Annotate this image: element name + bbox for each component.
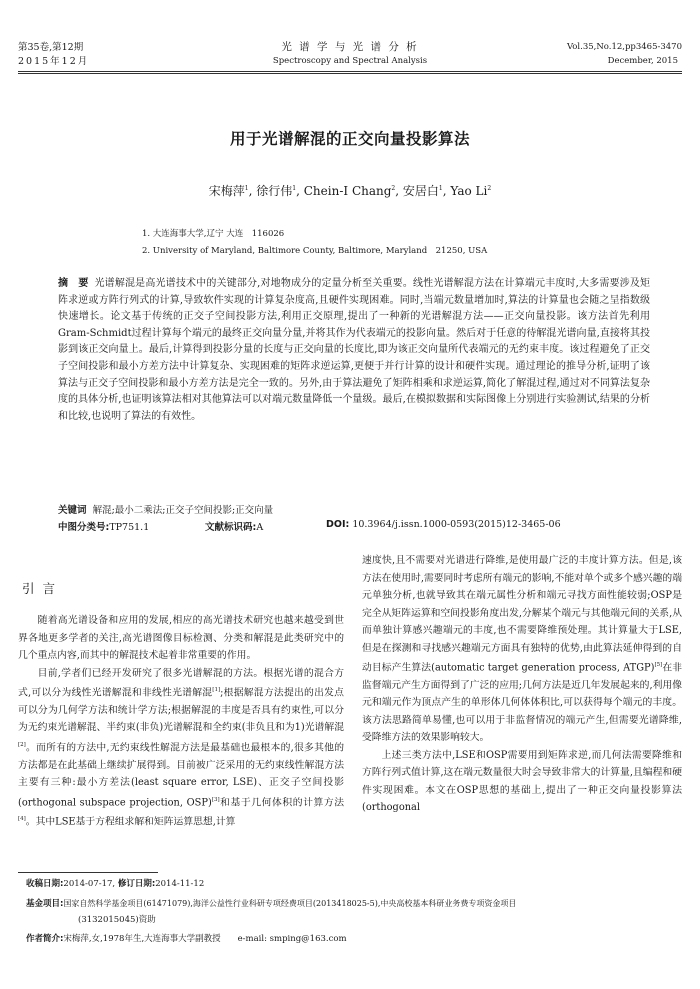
journal-title-cn: 光 谱 学 与 光 谱 分 析 xyxy=(281,41,419,53)
classification-line xyxy=(58,519,149,533)
paragraph-text: ;根据解混方法提出的出发点可以分为几何学方法和统计学方法;根据解混的丰度是否具有约束性,可以分为无约束光谱解混、半约束(非负)光谱解混和全约束(非负且和为1)光谱解混 xyxy=(18,687,344,734)
header-date-cn: 2015年12月 xyxy=(18,56,90,67)
citation: [1] xyxy=(212,687,221,693)
affiliation-mark: 1 xyxy=(438,185,443,192)
paragraph-text: 和基于几何体积的计算方法 xyxy=(219,796,344,808)
revised-label: 修订日期: xyxy=(117,879,156,889)
keywords xyxy=(58,502,273,516)
doi-line xyxy=(326,519,561,530)
paragraph: 随着高光谱设备和应用的发展,相应的高光谱技术研究也越来越受到世界各地更多学者的关注,高光谱图像目标检测、分类和解混是此类研究中的几个重点内容,而其中的解混技术起着非常重要的作用。 xyxy=(18,615,344,661)
abstract-text: 光谱解混是高光谱技术中的关键部分,对地物成分的定量分析至关重要。线性光谱解混方法在计算端元丰度时,大多需要涉及矩阵求逆或方阵行列式的计算,导致软件实现的计算复杂度高,且硬件实现困难。同时,当端元数量增加时,算法的计算量也会随之呈指数级快速增长。论文基于传统的正交子空间投影方法,利用正交原理,提出了一种新的光谱解混方法——正交向量投影。该方法首先利用Gram-Schmidt过程计算每个端元的最终正交向量分量,并将其作为代表端元的投影向量。然后对于任意的待解混光谱向量,直接将其投影到该正交向量上。最后,计算得到投影分量的长度与正交向量的长度比,即为该正交向量所代表端元的无约束丰度。该过程避免了正交子空间投影和最小方差方法中计算复杂、实现困难的矩阵求逆运算,更便于并行计算的设计和硬件实现。通过理论的推导分析,证明了该算法与正交子空间投影和最小方差方法是完全一致的。另外,由于算法避免了矩阵相乘和求逆运算,简化了解混过程,通过对不同算法复杂度的具体分析,也证明该算法相对其他算法可以对端元数量降低一个量级。最后,在模拟数据和实际图像上分别进行实验测试,结果的分析和比较,也说明了算法的有效性。 xyxy=(58,278,650,422)
header-date-en: December, 2015 xyxy=(607,56,678,66)
author-name: Chein-I Chang xyxy=(303,184,392,198)
header-volume-cn: 第35卷,第12期 xyxy=(18,42,84,53)
right-column xyxy=(362,552,682,817)
author-name: Yao Li xyxy=(450,184,488,198)
keywords-text: 解混;最小二乘法;正交子空间投影;正交向量 xyxy=(92,505,274,516)
fund-text: 国家自然科学基金项目(61471079),海洋公益性行业科研专项经费项目(2013418025-5),中央高校基本科研业务费专项资金项目 xyxy=(63,899,517,908)
section-heading: 引言 xyxy=(22,581,64,596)
paragraph-text: 速度快,且不需要对光谱进行降维,是使用最广泛的丰度计算方法。但是,该方法在使用时,需要同时考虑所有端元的影响,不能对单个或多个感兴趣的端元单独分析,也就导致其在端元属性分析和端元寻找方面性能较弱;OSP是完全从矩阵运算和空间投影角度出发,分解某个端元与其他端元间的关系,从而单独计算感兴趣端元的丰度,也不需要降维预处理。其计算量大于LSE,但是在探测和寻找感兴趣端元方面具有独特的优势,由此算法延伸得到的自动目标产生算法(automatic target generation process, ATGP) xyxy=(362,555,682,674)
citation: [3] xyxy=(211,796,220,803)
bio-label: 作者简介: xyxy=(26,934,64,944)
affiliation-2: 2. University of Maryland, Baltimore County, Baltimore, Maryland 21250, USA xyxy=(142,246,488,256)
author-name: 徐行伟 xyxy=(256,184,293,198)
clc-value: TP751.1 xyxy=(109,522,150,533)
affiliation-mark: 2 xyxy=(391,185,396,192)
affiliation-mark: 1 xyxy=(292,185,297,192)
bio-text: 宋梅萍,女,1978年生,大连海事大学副教授 e-mail: smping@163.com xyxy=(63,934,347,944)
affiliation-1: 1. 大连海事大学,辽宁 大连 116026 xyxy=(142,229,285,239)
revised-date: 2014-11-12 xyxy=(155,879,205,889)
paragraph-text: 目前,学者们已经开发研究了很多光谱解混的方法。根据光谱的混合方式,可以分为线性光谱解混和非线性光谱解混 xyxy=(18,667,344,699)
doc-label: 文献标识码: xyxy=(205,522,257,533)
paragraph-text: 。而所有的方法中,无约束线性解混方法是最基础也最根本的,很多其他的方法都是在此基础上继续扩展得到。目前被广泛采用的无约束线性解混方法主要有三种:最小方差法(least square error, LSE)、正交子空间投影(orthogonal subspace projection, OSP) xyxy=(18,742,344,808)
abstract xyxy=(58,276,650,425)
received-dates: 收稿日期:2014-07-17, 修订日期:2014-11-12 xyxy=(26,879,205,889)
left-column xyxy=(18,612,344,831)
author-bio xyxy=(26,932,347,947)
citation: [4] xyxy=(18,816,26,823)
header-volume-en: Vol.35,No.12,pp3465-3470 xyxy=(566,42,682,52)
paragraph: 上述三类方法中,LSE和OSP需要用到矩阵求逆,而几何法需要降维和方阵行列式值计算,这在端元数量很大时会导致非常大的计算量,且编程和硬件实现困难。本文在OSP思想的基础上,提出了一种正交向量投影算法(orthogonal xyxy=(362,749,682,814)
paper-title: 用于光谱解混的正交向量投影算法 xyxy=(229,130,470,148)
affiliation-mark: 2 xyxy=(487,185,492,192)
clc-label: 中图分类号: xyxy=(58,522,110,533)
received-label: 收稿日期: xyxy=(26,879,64,889)
footnote-rule xyxy=(18,872,158,873)
author-list: 宋梅萍$^1$, 徐行伟$^1$, Chein-I Chang$^2$, 安居白$^1$, Yao Li$^2$ xyxy=(208,184,492,198)
header-rule xyxy=(18,71,682,72)
paragraph-text: 。其中LSE基于方程组求解和矩阵运算思想,计算 xyxy=(25,816,236,828)
header-rule-thin xyxy=(18,73,682,74)
paragraph xyxy=(362,552,682,747)
abstract-label: 摘 要 xyxy=(58,278,89,289)
doi-value: 10.3964/j.issn.1000-0593(2015)12-3465-06 xyxy=(352,519,561,530)
author-name: 安居白 xyxy=(402,184,439,198)
citation: [2] xyxy=(18,741,26,748)
doc-value: A xyxy=(256,522,264,533)
paragraph xyxy=(18,665,344,832)
paragraph-text: 在非监督端元产生方面得到了广泛的应用;几何方法是近几年发展起来的,利用像元和端元作为顶点产生的单形体几何体体积比,可以获得每个端元的丰度。该方法思路简单易懂,也可以用于非监督情况的端元产生,但需要光谱降维,受降维方法的效果影响较大。 xyxy=(362,662,682,744)
funding-cont: (3132015045)资助 xyxy=(78,915,156,925)
citation: [5] xyxy=(654,662,663,668)
doc-code xyxy=(205,519,263,533)
affiliation-mark: 1 xyxy=(244,185,249,192)
funding xyxy=(26,896,516,912)
doi-label: DOI: xyxy=(326,519,350,530)
keywords-label: 关键词 xyxy=(58,505,87,516)
received-date: 2014-07-17 xyxy=(63,879,113,889)
fund-label: 基金项目: xyxy=(26,899,64,909)
author-name: 宋梅萍 xyxy=(208,184,245,198)
journal-title-en: Spectroscopy and Spectral Analysis xyxy=(272,56,428,66)
